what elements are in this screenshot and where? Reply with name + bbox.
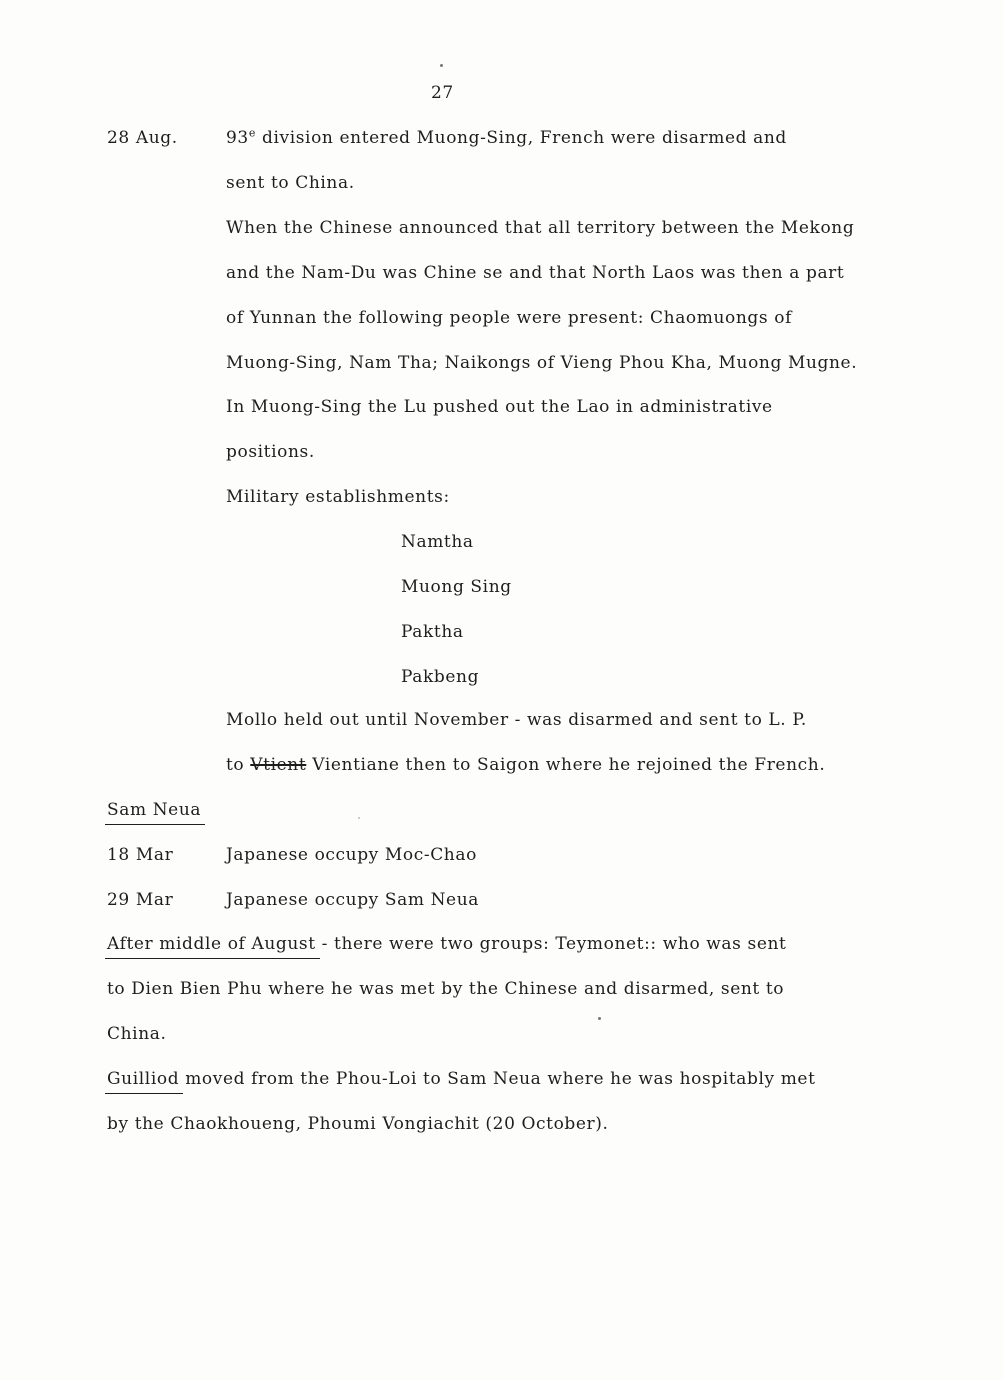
chinese-announcement-line-2: and the Nam-Du was Chine se and that North Laos was then a part	[226, 263, 845, 283]
military-item-paktha: Paktha	[401, 622, 464, 642]
mollo-line-2-text: Vientiane then to Saigon where he rejoined the French.	[306, 755, 826, 775]
mollo-line-1: Mollo held out until November - was disarmed and sent to L. P.	[226, 710, 807, 730]
entry-aug-line-2: sent to China.	[226, 173, 355, 193]
after-august-line-1-text: - there were two groups: Teymonet:: who was sent	[315, 934, 787, 954]
after-august-line-2: to Dien Bien Phu where he was met by the Chinese and disarmed, sent to	[107, 979, 785, 999]
guilliod-line-2: by the Chaokhoueng, Phoumi Vongiachit (20 October).	[107, 1114, 609, 1134]
after-august-line-1	[107, 933, 786, 955]
mollo-line-2	[226, 754, 825, 776]
mollo-line-2-prefix: to	[226, 755, 251, 775]
entry-aug-line-1-text: division entered Muong-Sing, French were disarmed and	[255, 128, 787, 148]
after-august-line-3: China.	[107, 1024, 167, 1044]
entry-date-aug: 28 Aug.	[107, 128, 178, 148]
guilliod-line-1	[107, 1068, 816, 1090]
division-number: 93	[226, 128, 249, 148]
event-date-29-mar: 29 Mar	[107, 890, 174, 910]
chinese-announcement-line-4: Muong-Sing, Nam Tha; Naikongs of Vieng Phou Kha, Muong Mugne.	[226, 353, 858, 373]
page-speck	[598, 1017, 601, 1020]
military-heading: Military establishments:	[226, 487, 450, 507]
sam-neua-heading	[107, 799, 201, 821]
lu-paragraph-line-1: In Muong-Sing the Lu pushed out the Lao in administrative	[226, 397, 773, 417]
chinese-announcement-line-3: of Yunnan the following people were present: Chaomuongs of	[226, 308, 792, 328]
military-item-pakbeng: Pakbeng	[401, 667, 480, 687]
guilliod-underlined: Guilliod	[107, 1069, 180, 1089]
event-text-sam-neua: Japanese occupy Sam Neua	[226, 890, 480, 910]
page-speck	[358, 817, 360, 819]
page-speck	[440, 64, 443, 67]
event-date-18-mar: 18 Mar	[107, 845, 174, 865]
sam-neua-heading-text: Sam Neua	[107, 800, 202, 820]
struck-out-word: Vtient	[250, 755, 307, 775]
lu-paragraph-line-2: positions.	[226, 442, 315, 462]
page-number: 27	[431, 83, 454, 103]
guilliod-line-1-text: moved from the Phou-Loi to Sam Neua where he was hospitably met	[179, 1069, 816, 1089]
after-august-underlined: After middle of August	[107, 934, 316, 954]
division-superscript: e	[248, 126, 256, 140]
event-text-moc-chao: Japanese occupy Moc-Chao	[226, 845, 477, 865]
military-item-namtha: Namtha	[401, 532, 474, 552]
chinese-announcement-line-1: When the Chinese announced that all territory between the Mekong	[226, 218, 855, 238]
entry-aug-line-1	[226, 127, 787, 149]
military-item-muong-sing: Muong Sing	[401, 577, 512, 597]
